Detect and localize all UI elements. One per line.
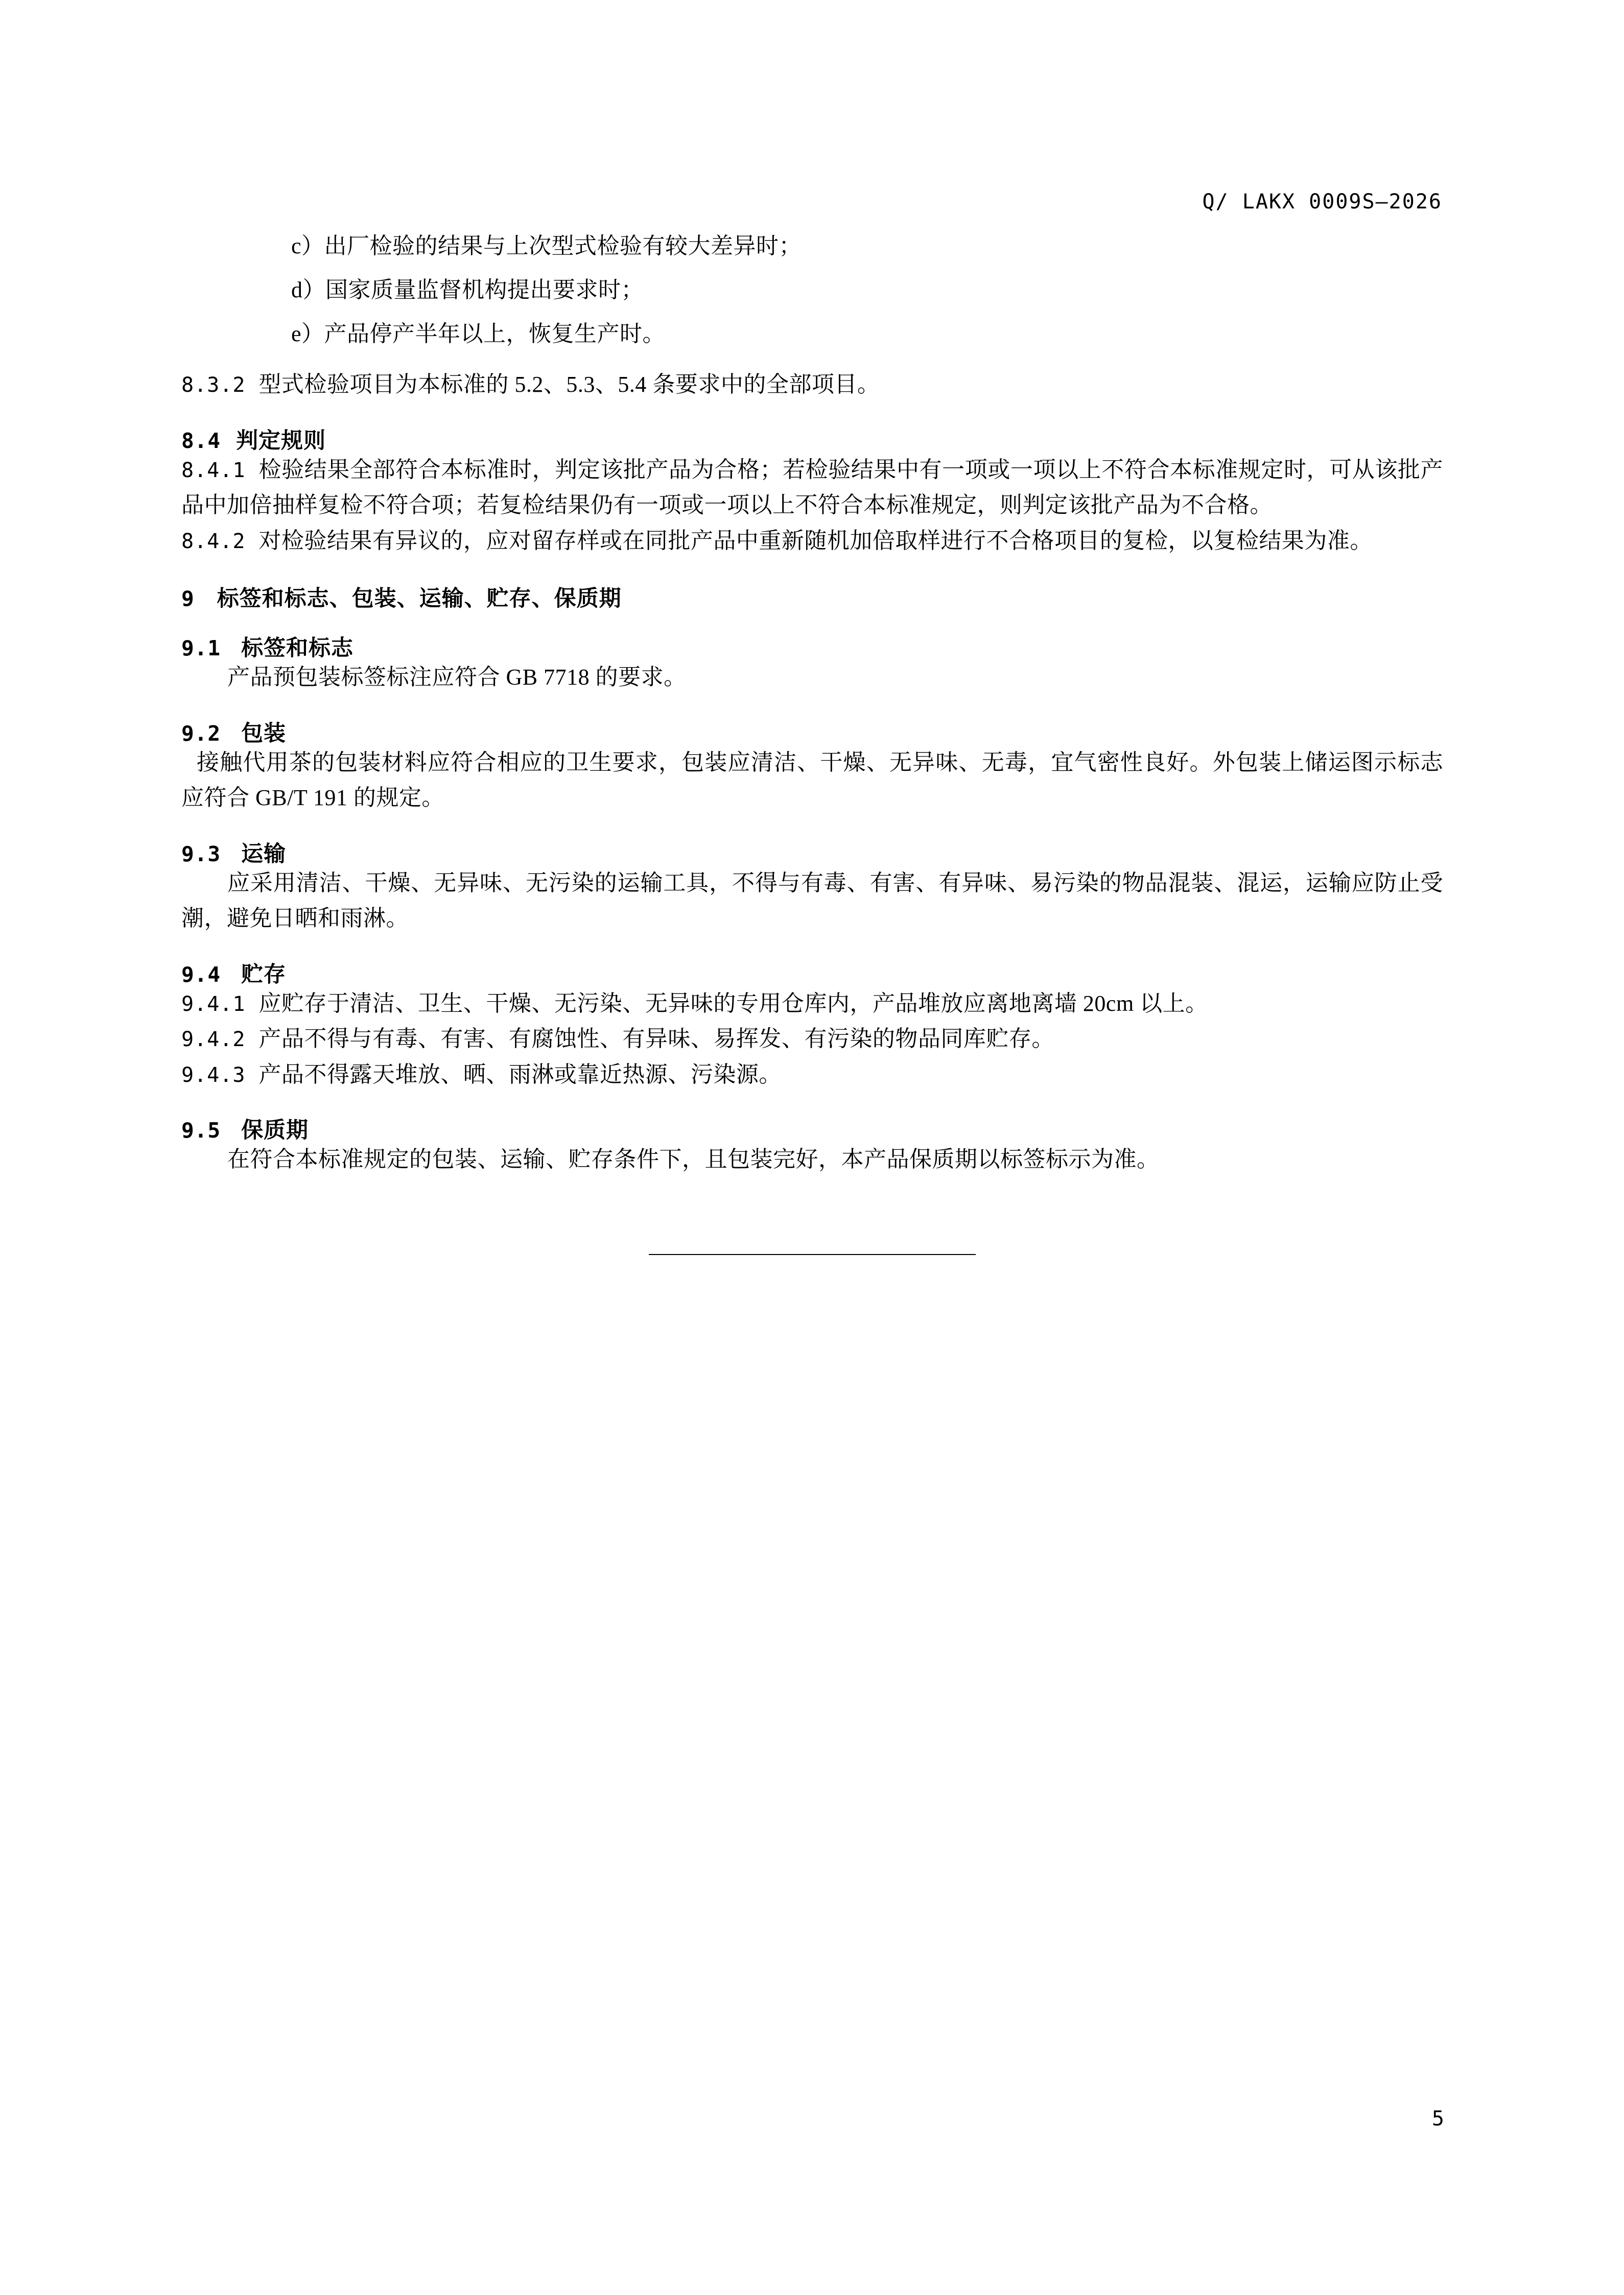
heading-text: 标签和标志、包装、运输、贮存、保质期 (217, 586, 622, 612)
clause-8-4-1 (181, 452, 1443, 523)
heading-9 (181, 588, 1443, 610)
heading-number: 8.4 (181, 428, 221, 453)
heading-text: 运输 (241, 841, 287, 867)
clause-text: 应贮存于清洁、卫生、干燥、无污染、无异味的专用仓库内，产品堆放应离地离墙 20cm 以上。 (258, 990, 1208, 1016)
heading-number: 9.2 (181, 721, 221, 746)
clause-number: 9.4.3 (181, 1063, 246, 1087)
heading-9-1 (181, 637, 1443, 659)
clause-9-4-2 (181, 1021, 1443, 1057)
clause-number: 9.4.2 (181, 1028, 246, 1052)
heading-8-4 (181, 430, 1443, 452)
heading-number: 9.5 (181, 1118, 221, 1143)
end-of-document-rule-wrap (181, 1254, 1443, 1255)
clause-number: 8.4.1 (181, 458, 246, 482)
clause-8-4-2 (181, 523, 1443, 559)
heading-number: 9.1 (181, 636, 221, 661)
clause-8-3-2 (181, 367, 1443, 403)
paragraph-9-2: 接触代用茶的包装材料应符合相应的卫生要求，包装应清洁、干燥、无异味、无毒，宜气密性良好。外包装上储运图示标志应符合 GB/T 191 的规定。 (181, 749, 1443, 811)
clause-9-4-3 (181, 1057, 1443, 1093)
heading-9-2 (181, 720, 1443, 746)
sublist-inspection-conditions (181, 235, 1443, 345)
heading-text: 标签和标志 (241, 635, 354, 661)
heading-text: 贮存 (241, 961, 287, 987)
list-item: e）产品停产半年以上，恢复生产时。 (291, 321, 666, 346)
heading-9-4 (181, 961, 1443, 987)
page-content (181, 0, 1443, 1255)
heading-number: 9 (181, 586, 195, 611)
page-number: 5 (1431, 2107, 1444, 2131)
clause-text: 产品不得与有毒、有害、有腐蚀性、有异味、易挥发、有污染的物品同库贮存。 (258, 1026, 1054, 1052)
heading-text: 保质期 (241, 1118, 309, 1144)
clause-number: 9.4.1 (181, 992, 246, 1016)
list-item: c）出厂检验的结果与上次型式检验有较大差异时； (291, 233, 802, 258)
clause-text: 产品不得露天堆放、晒、雨淋或靠近热源、污染源。 (258, 1061, 782, 1087)
clause-9-4-1 (181, 986, 1443, 1022)
heading-text: 包装 (241, 720, 287, 746)
clause-text: 对检验结果有异议的，应对留存样或在同批产品中重新随机加倍取样进行不合格项目的复检，以复检结果为准。 (258, 528, 1373, 553)
clause-text: 型式检验项目为本标准的 5.2、5.3、5.4 条要求中的全部项目。 (258, 372, 880, 397)
paragraph-9-5: 在符合本标准规定的包装、运输、贮存条件下，且包装完好，本产品保质期以标签标示为准。 (227, 1147, 1160, 1172)
clause-number: 8.3.2 (181, 373, 246, 397)
list-item: d）国家质量监督机构提出要求时； (291, 277, 644, 302)
clause-text: 检验结果全部符合本标准时，判定该批产品为合格；若检验结果中有一项或一项以上不符合本标准规定时，可从该批产品中加倍抽样复检不符合项；若复检结果仍有一项或一项以上不符合本标准规定，则判定该批产品为不合格。 (181, 457, 1443, 518)
page-header: Q/ LAKX 0009S—2026 (1202, 190, 1442, 214)
heading-9-3 (181, 843, 1443, 865)
heading-9-5 (181, 1120, 1443, 1142)
paragraph-9-1: 产品预包装标签标注应符合 GB 7718 的要求。 (227, 665, 687, 690)
clause-number: 8.4.2 (181, 529, 246, 553)
heading-number: 9.3 (181, 841, 221, 866)
heading-text: 判定规则 (236, 428, 326, 454)
paragraph-9-3: 应采用清洁、干燥、无异味、无污染的运输工具，不得与有毒、有害、有异味、易污染的物品混装、混运，运输应防止受潮，避免日晒和雨淋。 (181, 870, 1443, 931)
end-of-document-rule (649, 1254, 976, 1255)
heading-number: 9.4 (181, 962, 221, 987)
